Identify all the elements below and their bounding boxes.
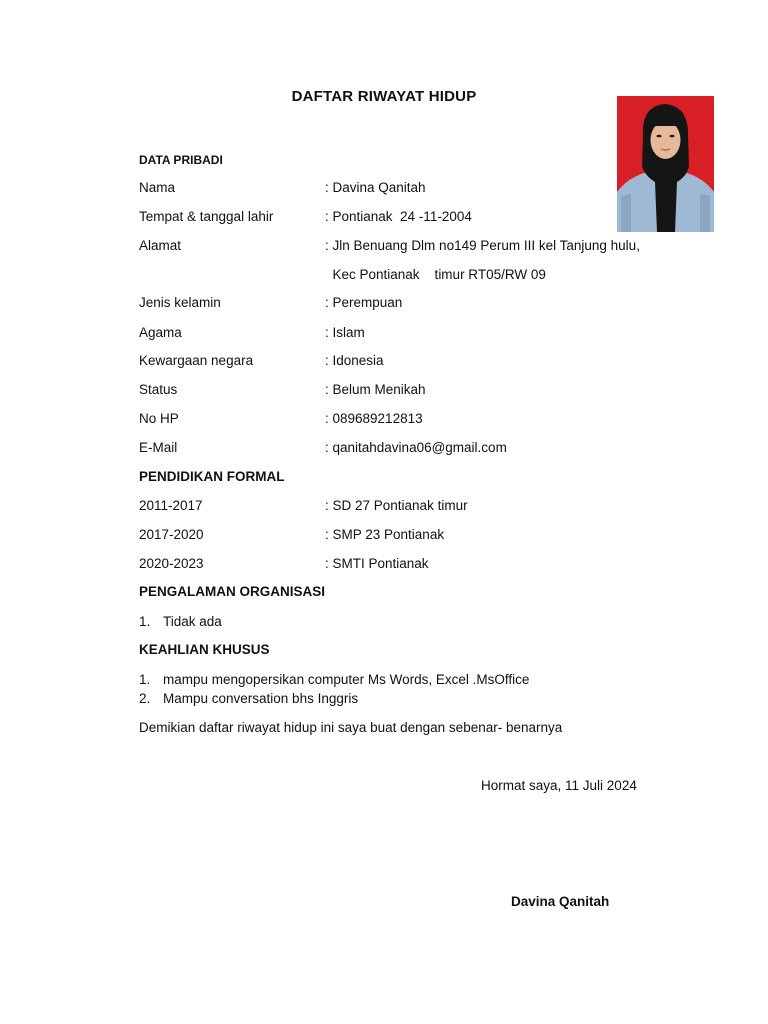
section-skills-heading: KEAHLIAN KHUSUS (139, 642, 270, 657)
personal-label: Tempat & tanggal lahir (139, 209, 274, 224)
personal-value: : 089689212813 (325, 411, 423, 426)
personal-value: : Davina Qanitah (325, 180, 426, 195)
education-value: : SMP 23 Pontianak (325, 527, 445, 542)
list-text: mampu mengopersikan computer Ms Words, Excel .MsOffice (163, 672, 530, 687)
section-organization-heading: PENGALAMAN ORGANISASI (139, 584, 326, 599)
section-personal-heading: DATA PRIBADI (139, 153, 223, 167)
personal-value: : qanitahdavina06@gmail.com (325, 440, 507, 455)
statement-text: Demikian daftar riwayat hidup ini saya buat dengan sebenar- benarnya (139, 720, 563, 735)
section-education-heading: PENDIDIKAN FORMAL (139, 469, 285, 484)
profile-photo (617, 96, 714, 232)
education-label: 2020-2023 (139, 556, 204, 571)
education-label: 2011-2017 (139, 498, 203, 513)
personal-label: E-Mail (139, 440, 178, 455)
education-label: 2017-2020 (139, 527, 204, 542)
personal-label: No HP (139, 411, 179, 426)
list-number: 1. (139, 672, 151, 687)
personal-label: Status (139, 382, 178, 397)
personal-value: : Perempuan (325, 295, 403, 310)
list-number: 1. (139, 614, 151, 629)
personal-label: Nama (139, 180, 176, 195)
education-value: : SD 27 Pontianak timur (325, 498, 468, 513)
personal-value: Kec Pontianak timur RT05/RW 09 (325, 267, 546, 282)
signature-name: Davina Qanitah (511, 894, 610, 909)
list-number: 2. (139, 691, 151, 706)
personal-value: : Pontianak 24 -11-2004 (325, 209, 472, 224)
personal-value: : Jln Benuang Dlm no149 Perum III kel Tanjung hulu, (325, 238, 640, 253)
personal-label: Agama (139, 325, 182, 340)
closing-text: Hormat saya, 11 Juli 2024 (481, 778, 637, 793)
personal-label: Kewargaan negara (139, 353, 254, 368)
personal-value: : Belum Menikah (325, 382, 426, 397)
education-value: : SMTI Pontianak (325, 556, 429, 571)
personal-value: : Islam (325, 325, 365, 340)
personal-value: : Idonesia (325, 353, 384, 368)
personal-label: Alamat (139, 238, 182, 253)
personal-label: Jenis kelamin (139, 295, 221, 310)
document-title: DAFTAR RIWAYAT HIDUP (291, 88, 477, 105)
list-text: Tidak ada (163, 614, 222, 629)
list-text: Mampu conversation bhs Inggris (163, 691, 359, 706)
